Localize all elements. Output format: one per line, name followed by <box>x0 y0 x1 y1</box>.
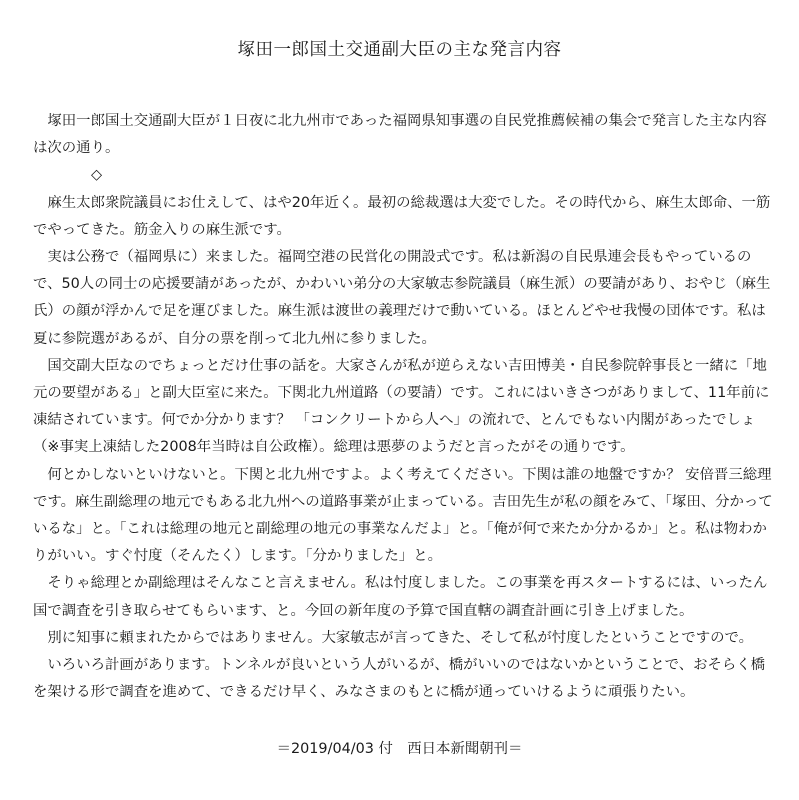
paragraph-bridge-plan: いろいろ計画があります。トンネルが良いという人がいるが、橋がいいのではないかということで、おそらく橋を架ける形で調査を進めて、できるだけ早く、みなさまのもとに橋が通っていけるように頑張りたい。 <box>33 657 766 701</box>
paragraph-asou-faction: 麻生太郎衆院議員にお仕えして、はや20年近く。最初の総裁選は大変でした。その時代から、麻生太郎命、一筋でやってきた。筋金入りの麻生派です。 <box>33 194 771 238</box>
document-title: 塚田一郎国土交通副大臣の主な発言内容 <box>237 40 562 60</box>
section-separator: ◇ <box>91 167 103 184</box>
paragraph-official-visit: 実は公務で（福岡県に）来ました。福岡空港の民営化の開設式です。私は新潟の自民県連会長もやっているので、50人の同士の応援要請があったが、かわいい弟分の大家敏志参院議員（麻生派）の要請があり、おやじ（麻生氏）の顔が浮かんで足を運びました。麻生派は渡世の義理だけで動いている。ほとんどやせ我慢の団体です。私は夏に参院選があるが、自分の票を削って北九州に参りました。 <box>33 249 771 347</box>
paragraph-intro: 塚田一郎国土交通副大臣が１日夜に北九州市であった福岡県知事選の自民党推薦候補の集会で発言した主な内容は次の通り。 <box>33 113 767 157</box>
article-body <box>33 108 773 706</box>
paragraph-shimonoseki: 何とかしないといけないと。下関と北九州ですよ。よく考えてください。下関は誰の地盤ですか？ 安倍晋三総理です。麻生副総理の地元でもある北九州への道路事業が止まっている。吉田先生が私の顔をみて、「塚田、分かっているな」と。「これは総理の地元と副総理の地元の事業なんだよ」と。「俺が何で来たか分かるか」と。私は物わかりがいい。すぐ忖度（そんたく）します。「分かりました」と。 <box>33 466 773 565</box>
paragraph-sontaku: そりゃ総理とか副総理はそんなこと言えません。私は忖度しました。この事業を再スタートするには、いったん国で調査を引き取らせてもらいます、と。今回の新年度の予算で国直轄の調査計画に引き上げました。 <box>33 575 768 619</box>
paragraph-road-request: 国交副大臣なのでちょっとだけ仕事の話を。大家さんが私が逆らえない吉田博美・自民参院幹事長と一緒に「地元の要望がある」と副大臣室に来た。下関北九州道路（の要請）です。これにはいきさつがありまして、11年前に凍結されています。何でか分かります？ 「コンクリートから人へ」の流れで、とんでもない内閣があったでしょ（※事実上凍結した2008年当時は自公政権）。総理は悪夢のようだと言ったがその通りです。 <box>33 357 770 456</box>
paragraph-not-governor: 別に知事に頼まれたからではありません。大家敏志が言ってきた、そして私が忖度したということですので。 <box>47 629 753 646</box>
source-credit: ＝2019/04/03 付 西日本新聞朝刊＝ <box>276 741 523 757</box>
